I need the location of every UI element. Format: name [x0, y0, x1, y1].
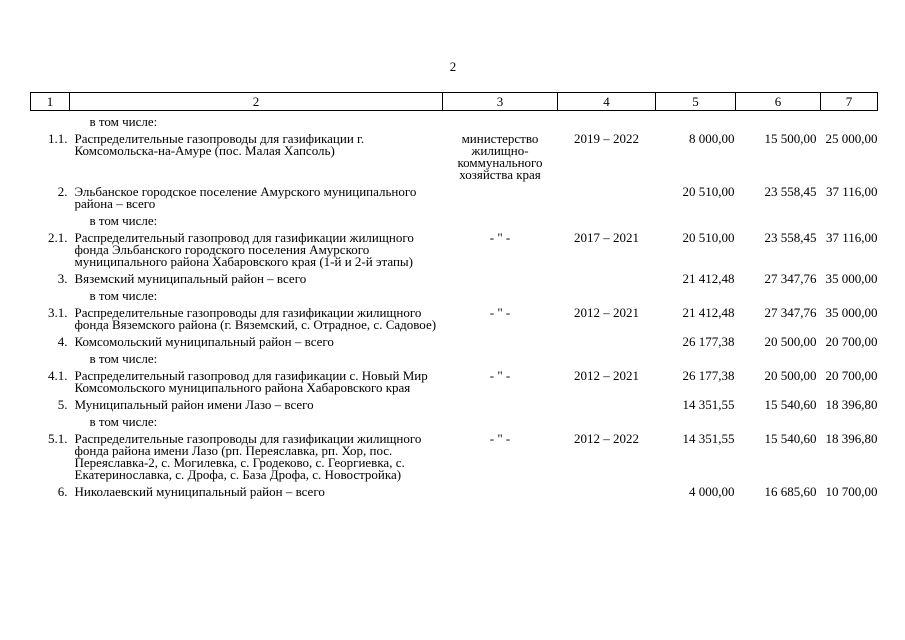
row-value-col7: 20 700,00: [825, 334, 878, 349]
header-col-3: 3: [443, 93, 558, 111]
table-row: [31, 365, 878, 394]
row-value-col7: 37 116,00: [825, 230, 878, 245]
row-value-col5: [656, 348, 736, 365]
row-period: 2017 – 2021: [574, 230, 639, 245]
row-period: [558, 268, 656, 285]
subheading-row: [31, 285, 878, 302]
row-number: 3.: [57, 271, 68, 286]
subheading-row: [31, 210, 878, 227]
row-value-col6: 20 500,00: [764, 334, 817, 349]
row-value-col5: [656, 411, 736, 428]
row-organization: [443, 181, 558, 210]
row-value-col5: 26 177,38: [682, 334, 735, 349]
row-number: 5.: [57, 397, 68, 412]
row-value-col6: 23 558,45: [764, 184, 817, 199]
row-number: [31, 411, 70, 428]
row-number: 3.1.: [48, 305, 68, 320]
row-number: 4.: [57, 334, 68, 349]
row-period: [558, 111, 656, 129]
row-value-col6: 20 500,00: [764, 368, 817, 383]
row-number: [31, 111, 70, 129]
row-value-col7: 10 700,00: [825, 484, 878, 499]
row-value-col6: [736, 210, 821, 227]
row-name: Эльбанское городское поселение Амурского муниципального района – всего: [74, 184, 417, 211]
row-name: Распределительные газопроводы для газификации жилищного фонда района имени Лазо (рп. Переяславка, рп. Хор, пос. Переяславка-2, с. Могилевка, с. Гродеково, с. Георгиевка, с. Екатеринославка, с. Дрофа, с. База Дрофа, с. Новостройка): [74, 431, 422, 482]
table-row: [31, 128, 878, 181]
row-value-col5: [656, 111, 736, 129]
row-period: [558, 331, 656, 348]
header-col-1: 1: [31, 93, 70, 111]
row-number: 4.1.: [48, 368, 68, 383]
table-body: [31, 111, 878, 499]
row-value-col6: 27 347,76: [764, 305, 817, 320]
row-value-col5: 14 351,55: [682, 431, 735, 446]
subheading-row: [31, 411, 878, 428]
row-value-col5: 14 351,55: [682, 397, 735, 412]
row-number: 1.1.: [48, 131, 68, 146]
row-organization: [443, 348, 558, 365]
row-value-col7: 37 116,00: [825, 184, 878, 199]
table-row: [31, 227, 878, 268]
row-name: Распределительные газопроводы для газификации жилищного фонда Вяземского района (г. Вяземский, с. Отрадное, с. Садовое): [74, 305, 437, 332]
table-row: [31, 481, 878, 498]
row-value-col5: 21 412,48: [682, 305, 735, 320]
row-organization: [443, 411, 558, 428]
row-period: [558, 285, 656, 302]
row-value-col6: [736, 411, 821, 428]
row-organization: [443, 210, 558, 227]
row-organization: - " -: [489, 368, 511, 383]
header-row: [31, 93, 878, 111]
row-organization: [443, 268, 558, 285]
row-number: 2.: [57, 184, 68, 199]
table-row: [31, 394, 878, 411]
row-name: Комсомольский муниципальный район – всего: [74, 334, 334, 349]
row-value-col6: [736, 111, 821, 129]
row-period: [558, 181, 656, 210]
row-value-col7: 35 000,00: [825, 271, 878, 286]
subheading-label: в том числе:: [89, 414, 158, 429]
header-col-7: 7: [821, 93, 878, 111]
row-organization: [443, 111, 558, 129]
row-value-col7: [821, 285, 878, 302]
header-col-5: 5: [656, 93, 736, 111]
row-organization: - " -: [489, 305, 511, 320]
row-value-col6: 16 685,60: [764, 484, 817, 499]
row-value-col6: [736, 348, 821, 365]
row-value-col7: [821, 411, 878, 428]
row-name: Вяземский муниципальный район – всего: [74, 271, 307, 286]
row-number: 5.1.: [48, 431, 68, 446]
table-row: [31, 181, 878, 210]
row-value-col7: 25 000,00: [825, 131, 878, 146]
row-value-col5: 8 000,00: [689, 131, 735, 146]
subheading-label: в том числе:: [89, 351, 158, 366]
row-value-col7: [821, 210, 878, 227]
row-period: [558, 481, 656, 498]
row-number: [31, 285, 70, 302]
row-name: Муниципальный район имени Лазо – всего: [74, 397, 314, 412]
row-value-col7: 20 700,00: [825, 368, 878, 383]
table-row: [31, 428, 878, 481]
row-value-col5: [656, 210, 736, 227]
row-value-col7: [821, 111, 878, 129]
row-value-col6: 23 558,45: [764, 230, 817, 245]
subheading-label: в том числе:: [89, 213, 158, 228]
header-col-2: 2: [70, 93, 443, 111]
table-header: [31, 93, 878, 111]
subheading-row: [31, 111, 878, 129]
row-name: Распределительный газопровод для газификации жилищного фонда Эльбанского городского поселения Амурского муниципального района Хабаровского края (1-й и 2-й этапы): [74, 230, 414, 269]
row-value-col5: 26 177,38: [682, 368, 735, 383]
row-name: Распределительный газопровод для газификации с. Новый Мир Комсомольского муниципального района Хабаровского края: [74, 368, 428, 395]
row-value-col5: [656, 285, 736, 302]
row-value-col5: 20 510,00: [682, 230, 735, 245]
row-period: [558, 411, 656, 428]
row-name: Николаевский муниципальный район – всего: [74, 484, 325, 499]
row-organization: - " -: [489, 431, 511, 446]
header-col-4: 4: [558, 93, 656, 111]
row-period: 2019 – 2022: [574, 131, 639, 146]
row-value-col5: 20 510,00: [682, 184, 735, 199]
row-number: 6.: [57, 484, 68, 499]
header-col-6: 6: [736, 93, 821, 111]
row-period: 2012 – 2021: [574, 368, 639, 383]
row-organization: [443, 481, 558, 498]
row-period: 2012 – 2021: [574, 305, 639, 320]
row-organization: [443, 285, 558, 302]
table-row: [31, 331, 878, 348]
row-name: Распределительные газопроводы для газификации г. Комсомольска-на-Амуре (пос. Малая Хапсоль): [74, 131, 365, 158]
subheading-label: в том числе:: [89, 288, 158, 303]
row-value-col6: [736, 285, 821, 302]
row-organization: [443, 331, 558, 348]
row-value-col7: [821, 348, 878, 365]
row-value-col6: 27 347,76: [764, 271, 817, 286]
row-period: 2012 – 2022: [574, 431, 639, 446]
row-value-col6: 15 540,60: [764, 397, 817, 412]
row-value-col7: 18 396,80: [825, 431, 878, 446]
row-number: [31, 348, 70, 365]
page-number: 2: [449, 59, 457, 74]
row-value-col7: 18 396,80: [825, 397, 878, 412]
row-value-col5: 4 000,00: [689, 484, 735, 499]
row-value-col6: 15 540,60: [764, 431, 817, 446]
row-value-col6: 15 500,00: [764, 131, 817, 146]
row-organization: - " -: [489, 230, 511, 245]
table-row: [31, 302, 878, 331]
row-number: 2.1.: [48, 230, 68, 245]
row-organization: министерство жилищно-коммунального хозяйства края: [457, 131, 543, 182]
row-value-col5: 21 412,48: [682, 271, 735, 286]
row-period: [558, 394, 656, 411]
row-period: [558, 348, 656, 365]
subheading-label: в том числе:: [89, 114, 158, 129]
row-period: [558, 210, 656, 227]
row-number: [31, 210, 70, 227]
row-value-col7: 35 000,00: [825, 305, 878, 320]
table-row: [31, 268, 878, 285]
subheading-row: [31, 348, 878, 365]
gasification-table: [30, 92, 878, 498]
row-organization: [443, 394, 558, 411]
